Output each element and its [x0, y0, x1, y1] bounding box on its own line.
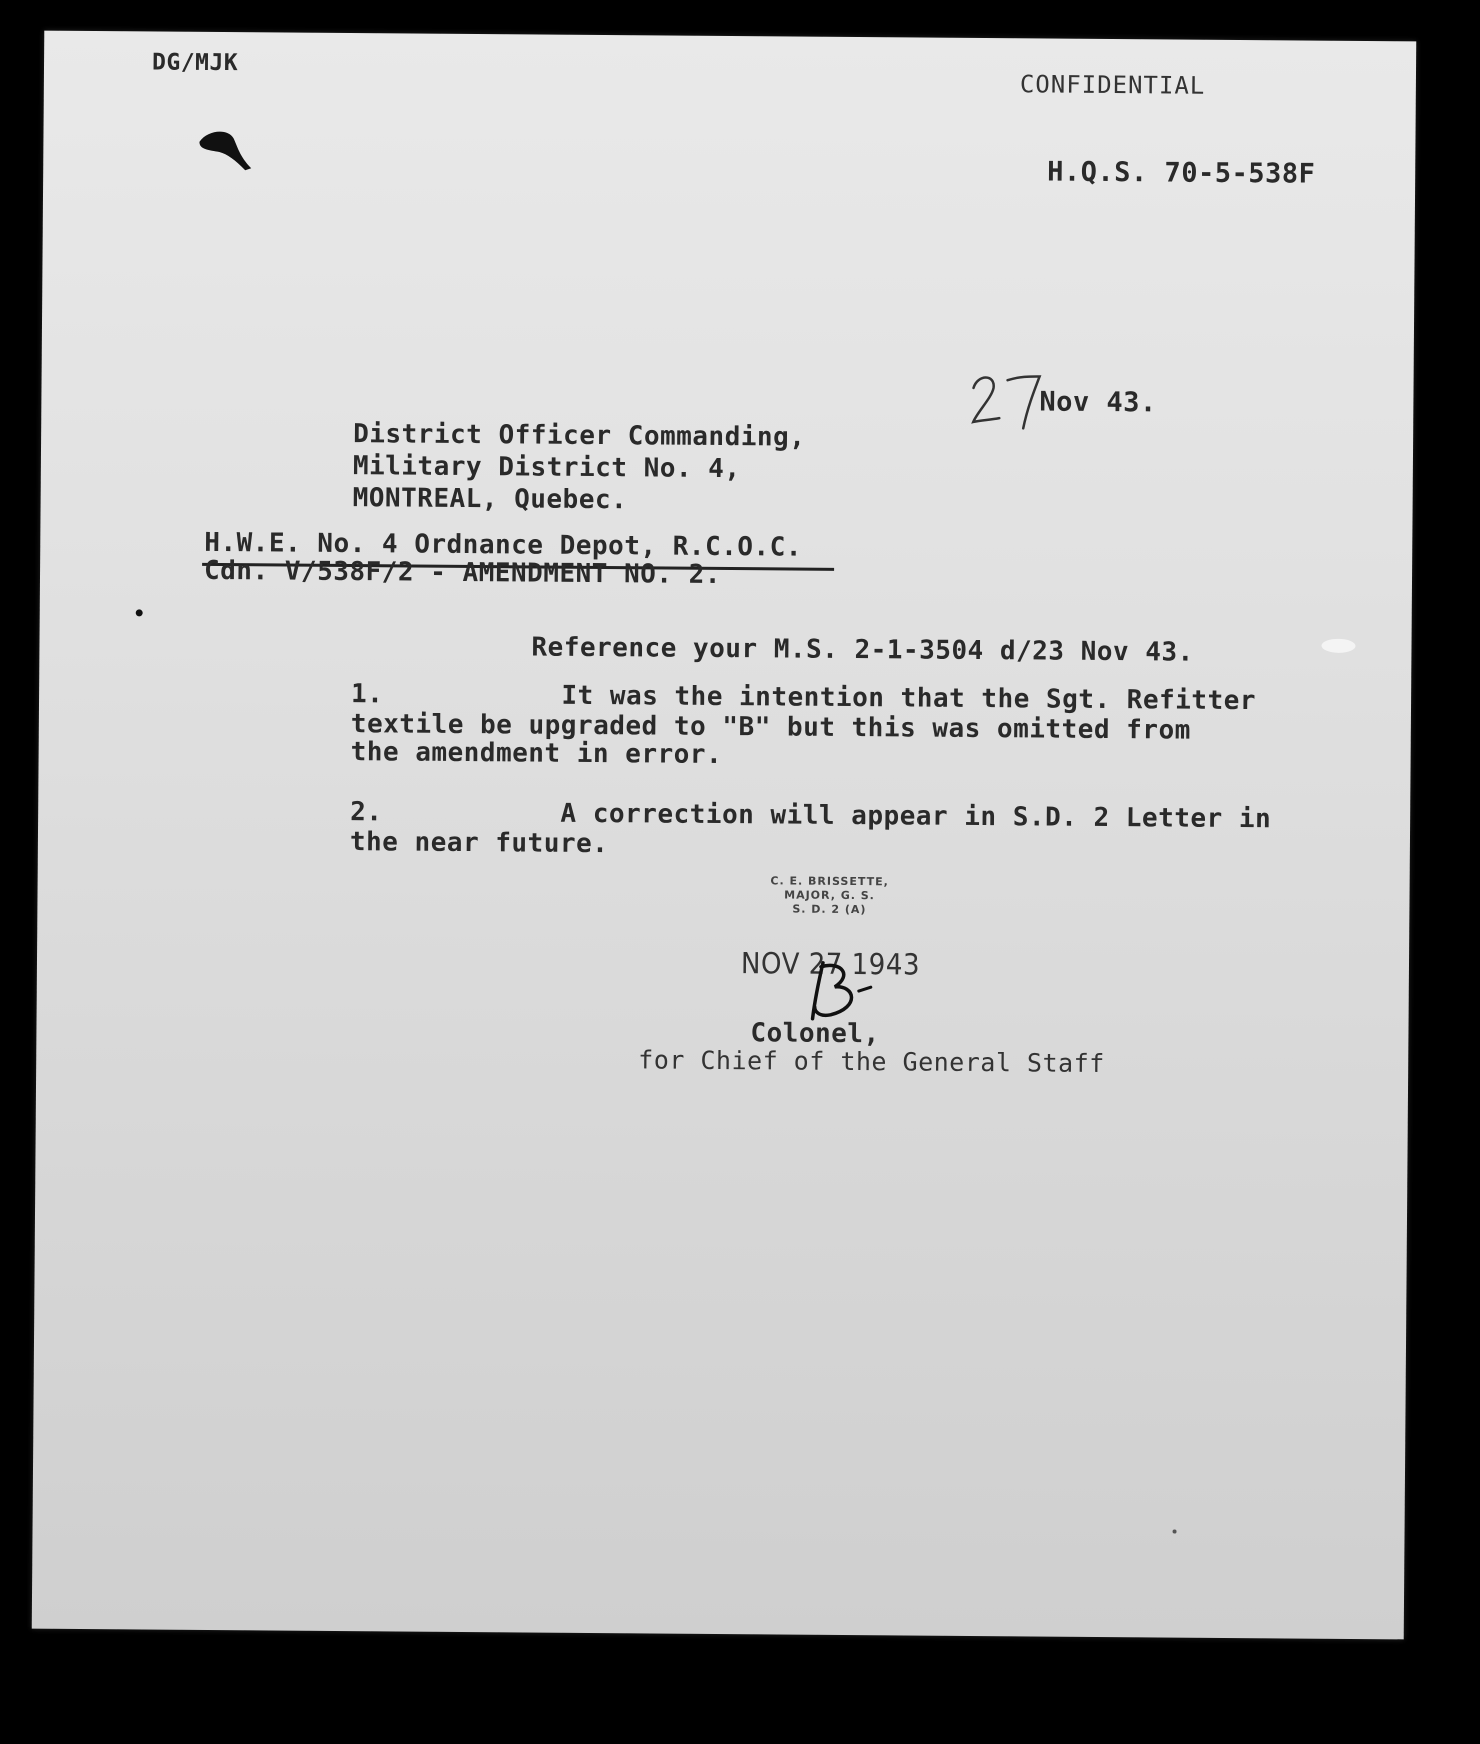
stamp-line: C. E. BRISSETTE, — [770, 874, 889, 889]
paragraph-number: 1. — [350, 679, 384, 710]
addressee-line-2: Military District No. 4, — [352, 451, 741, 485]
pen-mark — [193, 118, 263, 179]
signatory-rank: Colonel, — [750, 1018, 880, 1050]
file-reference: H.Q.S. 70-5-538F — [1047, 156, 1316, 190]
paragraph-text: A correction will appear in S.D. 2 Letter in — [560, 798, 1272, 835]
stamp-line: MAJOR, G. S. — [784, 888, 875, 903]
paragraph-number: 2. — [350, 797, 383, 828]
subject-line-2: Cdn. V/538F/2 - AMENDMENT NO. 2. — [203, 555, 722, 590]
addressee-line-3: MONTREAL, Quebec. — [352, 483, 628, 516]
paper-speck — [1173, 1530, 1177, 1534]
paragraph-1-line-2: textile be upgraded to "B" but this was omitted from — [350, 709, 1191, 746]
letter-date: Nov 43. — [1039, 386, 1157, 419]
signatory-for-line: for Chief of the General Staff — [638, 1045, 1105, 1078]
subject-line-1: H.W.E. No. 4 Ordnance Depot, R.C.O.C. — [204, 527, 803, 563]
paragraph-1-line-3: the amendment in error. — [350, 737, 723, 770]
stamp-line: S. D. 2 (A) — [792, 902, 867, 917]
paragraph-2-line-2: the near future. — [349, 827, 609, 860]
handwritten-date — [967, 366, 1048, 435]
signature — [800, 957, 881, 1028]
document-page — [32, 31, 1417, 1640]
paragraph-text: It was the intention that the Sgt. Refitter — [561, 680, 1257, 717]
classification-label: CONFIDENTIAL — [1019, 70, 1206, 100]
officer-stamp — [749, 874, 909, 917]
paper-speck — [1321, 639, 1355, 653]
reference-line: Reference your M.S. 2-1-3504 d/23 Nov 43. — [531, 632, 1194, 668]
date-stamp: NOV 27 1943 — [740, 946, 921, 982]
typist-initials: DG/MJK — [151, 49, 239, 77]
addressee-line-1: District Officer Commanding, — [353, 419, 806, 453]
paper-speck — [136, 609, 143, 616]
